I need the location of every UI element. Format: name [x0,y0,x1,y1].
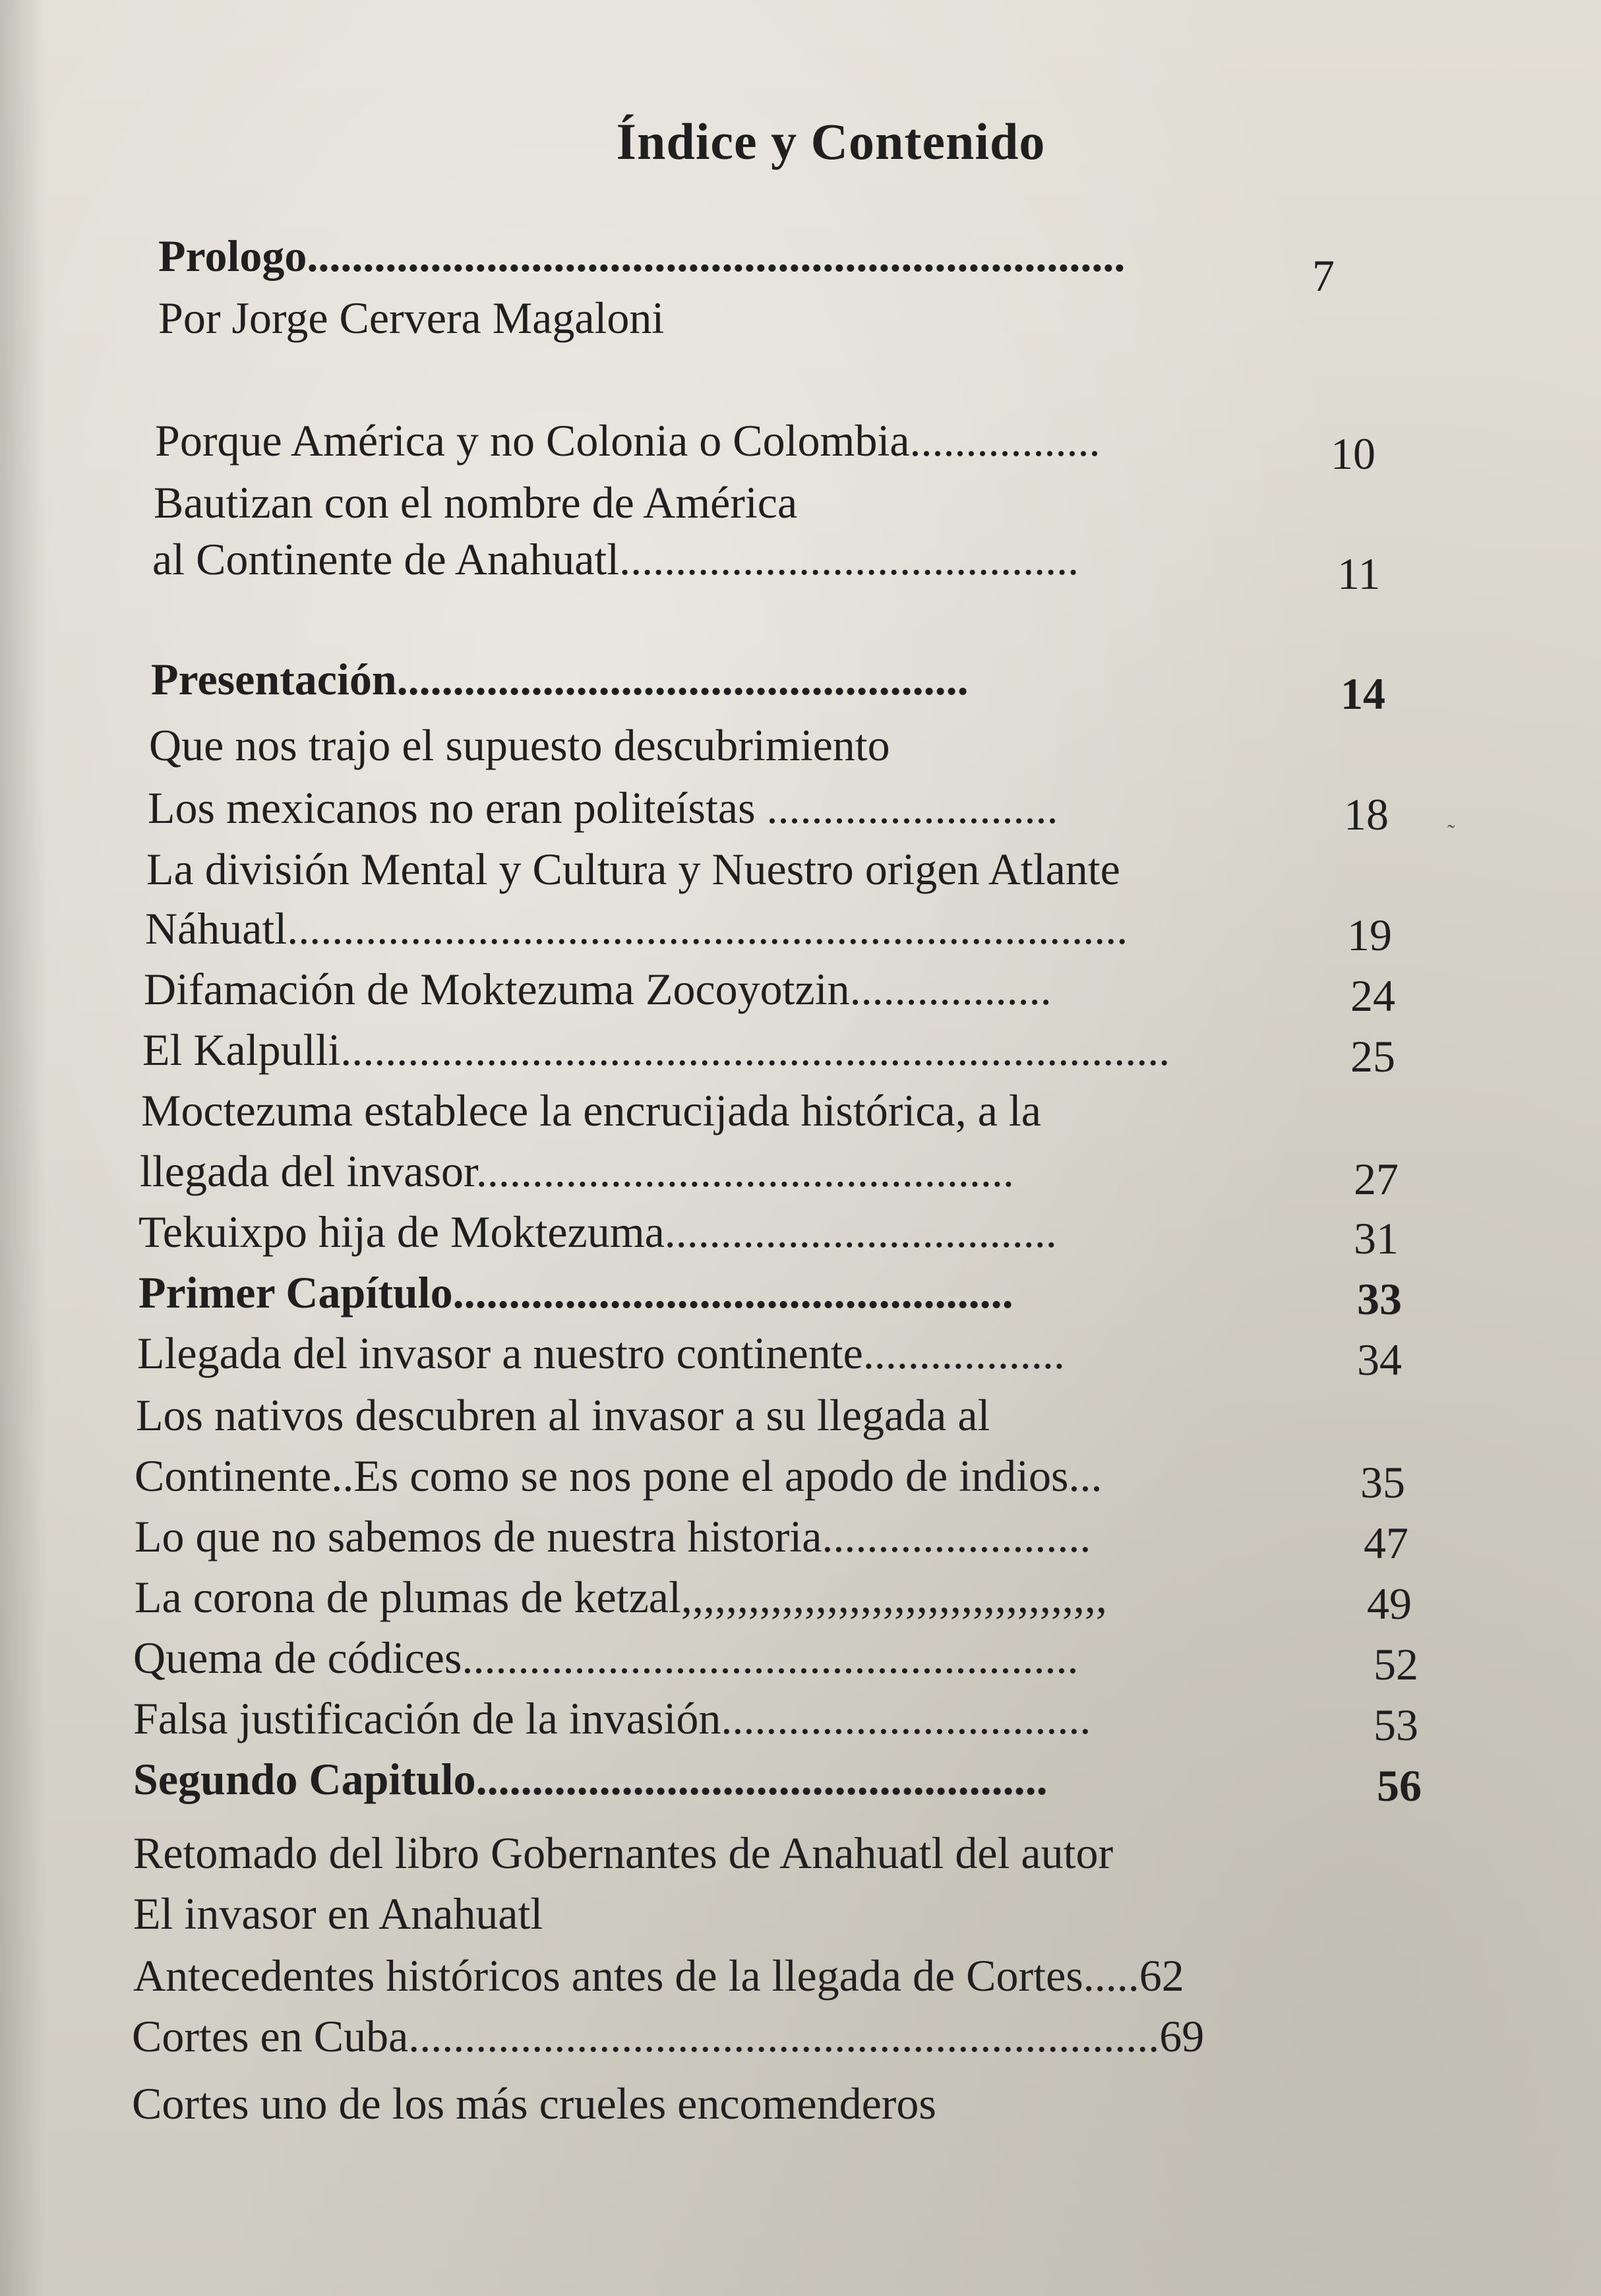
toc-entry-presentacion: Presentación................................................... [151,654,969,704]
page-gutter-shadow [0,0,46,2296]
toc-entry-retomado: Retomado del libro Gobernantes de Anahuatl del autor [133,1828,1114,1878]
toc-entry-kalpulli: El Kalpulli.......................................................................... [142,1025,1170,1075]
page-number: 18 [1344,789,1389,839]
toc-entry-continente-anahuatl: al Continente de Anahuatl......................................... [152,534,1079,584]
toc-entry-porque-america: Porque América y no Colonia o Colombia................. [155,415,1101,466]
toc-entry-apodo-indios: Continente..Es como se nos pone el apodo de indios... [135,1451,1103,1501]
toc-entry-cortes-encomenderos: Cortes uno de los más crueles encomenderos [132,2078,936,2129]
page-number: 27 [1354,1154,1399,1204]
page-number: 25 [1350,1031,1395,1081]
page-number: 49 [1367,1579,1412,1629]
toc-entry-cortes-cuba: Cortes en Cuba...................................................................69 [132,2011,1205,2061]
toc-entry-prologo: Prologo......................................................................... [158,231,1126,281]
page-number: 11 [1337,549,1381,599]
toc-entry-tekuixpo: Tekuixpo hija de Moktezuma................................... [138,1207,1057,1257]
toc-entry-difamacion: Difamación de Moktezuma Zocoyotzin.................. [144,964,1052,1014]
page-number: 19 [1347,910,1392,960]
toc-entry-division-mental: La división Mental y Cultura y Nuestro origen Atlante [146,844,1120,894]
toc-entry-invasor-anahuatl: El invasor en Anahuatl [133,1888,543,1939]
toc-entry-llegada-continente: Llegada del invasor a nuestro continente.................. [137,1328,1065,1378]
page-number: 52 [1374,1639,1418,1689]
toc-entry-llegada-invasor: llegada del invasor................................................ [140,1146,1014,1196]
toc-entry-nativos-descubren: Los nativos descubren al invasor a su llegada al [136,1390,990,1440]
page-number: 10 [1331,429,1375,479]
stray-mark: ˜ [1447,821,1455,845]
toc-entry-nahuatl: Náhuatl........................................................................... [145,903,1128,953]
toc-entry-primer-capitulo: Primer Capítulo.................................................. [138,1267,1013,1317]
page-number: 31 [1354,1213,1399,1263]
toc-entry-author: Por Jorge Cervera Magaloni [158,293,665,343]
page-number: 7 [1312,251,1335,301]
page-title: Índice y Contenido [616,113,1046,170]
toc-entry-falsa-justificacion: Falsa justificación de la invasión................................. [133,1693,1091,1743]
toc-entry-antecedentes: Antecedentes históricos antes de la llegada de Cortes.....62 [133,1950,1184,2001]
toc-entry-bautizan: Bautizan con el nombre de América [154,477,798,528]
toc-entry-no-sabemos: Lo que no sabemos de nuestra historia........................ [135,1511,1091,1561]
toc-entry-corona-plumas: La corona de plumas de ketzal,,,,,,,,,,,,,,,,,,,,,,,,,,,,,,,,,,,,,, [135,1572,1107,1622]
toc-entry-segundo-capitulo: Segundo Capitulo................................................... [133,1754,1048,1804]
page-number: 56 [1377,1761,1422,1811]
page-number: 34 [1357,1335,1402,1385]
toc-entry-que-nos-trajo: Que nos trajo el supuesto descubrimiento [149,720,890,770]
page-number: 33 [1357,1274,1402,1324]
page-number: 47 [1364,1518,1408,1568]
toc-entry-moctezuma-encrucijada: Moctezuma establece la encrucijada histórica, a la [141,1085,1041,1135]
toc-entry-quema-codices: Quema de códices....................................................... [133,1633,1079,1683]
page-number: 53 [1374,1700,1418,1750]
page-number: 35 [1360,1457,1405,1507]
page-number: 24 [1350,971,1395,1021]
page-number: 14 [1341,669,1385,719]
toc-entry-mexicanos: Los mexicanos no eran politeístas .......................... [148,783,1058,833]
